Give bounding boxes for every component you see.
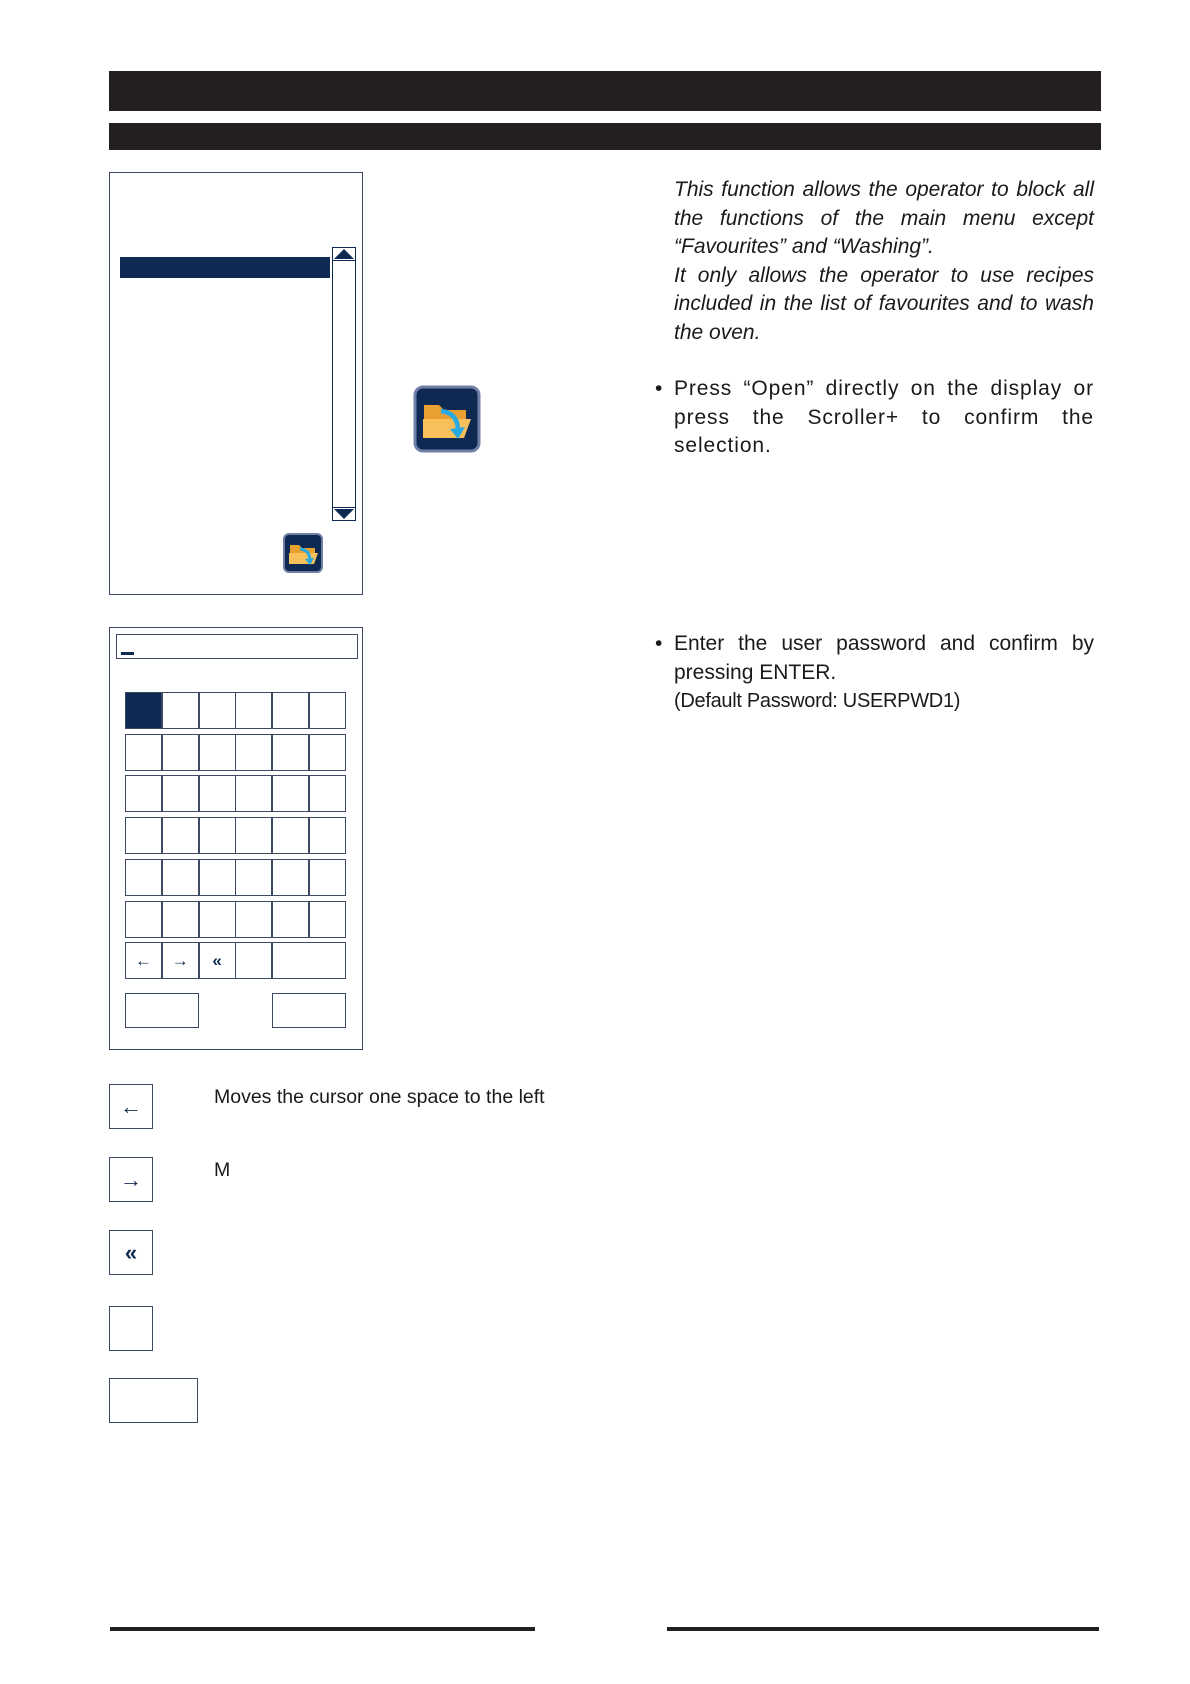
keypad-key[interactable] [199, 817, 236, 854]
keypad-key[interactable] [235, 734, 272, 771]
intro-line-2: It only allows the operator to use recipes included in the list of favourites and to wash the oven. [674, 263, 1094, 344]
bullet: • [655, 377, 664, 400]
keypad-key[interactable] [272, 692, 309, 729]
backspace-key[interactable]: « [199, 942, 236, 979]
keypad-key[interactable] [309, 859, 346, 896]
scroll-divider [333, 507, 355, 508]
keypad-key[interactable] [309, 734, 346, 771]
intro-text [674, 176, 1094, 347]
enter-key[interactable] [272, 993, 346, 1028]
keypad-key[interactable] [125, 859, 162, 896]
keypad-key[interactable] [162, 817, 199, 854]
keypad-key[interactable] [235, 859, 272, 896]
blank-key [109, 1306, 153, 1351]
keypad-key[interactable] [235, 775, 272, 812]
wide-blank-key [109, 1378, 198, 1423]
legend-text-right: M [214, 1159, 231, 1181]
keypad-key[interactable] [199, 775, 236, 812]
legend-text-left: Moves the cursor one space to the left [214, 1086, 545, 1108]
keypad-key[interactable] [199, 734, 236, 771]
keypad-key[interactable] [272, 901, 309, 938]
space-key[interactable] [235, 942, 272, 979]
double-chevron-left-icon: « [109, 1230, 153, 1275]
cursor-left-key[interactable]: ← [125, 942, 162, 979]
keypad-key[interactable] [199, 859, 236, 896]
keypad-key[interactable] [162, 859, 199, 896]
default-password-note: (Default Password: USERPWD1) [674, 690, 961, 712]
keypad-key[interactable] [199, 901, 236, 938]
subheader-bar [109, 123, 1101, 150]
keypad-key[interactable] [309, 692, 346, 729]
keypad-key[interactable] [272, 734, 309, 771]
cancel-key[interactable] [125, 993, 199, 1028]
keypad-key[interactable] [272, 817, 309, 854]
arrow-right-icon: → [109, 1157, 153, 1202]
menu-screen [109, 172, 363, 595]
keypad-key[interactable] [309, 901, 346, 938]
arrow-left-icon: ← [109, 1084, 153, 1129]
keypad-key[interactable] [199, 692, 236, 729]
step-password-text: Enter the user password and confirm by pressing ENTER. [674, 632, 1094, 684]
footer-rule-left [110, 1627, 535, 1631]
keypad-key[interactable] [309, 775, 346, 812]
cursor-right-key[interactable]: → [162, 942, 199, 979]
password-screen [109, 627, 363, 1050]
keypad-key[interactable] [162, 734, 199, 771]
keypad-key[interactable] [125, 734, 162, 771]
selected-menu-item[interactable] [120, 257, 330, 278]
footer-rule-right [667, 1627, 1099, 1631]
keypad-key[interactable] [125, 901, 162, 938]
scroll-up-arrow-icon[interactable] [334, 249, 354, 259]
keypad-key[interactable] [272, 859, 309, 896]
scroll-down-arrow-icon[interactable] [334, 509, 354, 519]
keypad-key-selected[interactable] [125, 692, 162, 729]
folder-open-icon[interactable] [283, 533, 323, 573]
keypad-key[interactable] [162, 775, 199, 812]
keypad-key[interactable] [272, 775, 309, 812]
header-bar [109, 71, 1101, 111]
intro-line-1: This function allows the operator to block all the functions of the main menu except “Favourites” and “Washing”. [674, 178, 1094, 258]
open-button-icon[interactable] [413, 385, 481, 453]
keypad-key[interactable] [235, 692, 272, 729]
keypad-key[interactable] [235, 817, 272, 854]
step-open-text: Press “Open” directly on the display or press the Scroller+ to confirm the selection. [674, 377, 1094, 457]
scroll-divider [333, 260, 355, 261]
keypad-key[interactable] [125, 817, 162, 854]
scrollbar[interactable] [332, 247, 356, 521]
step-password [655, 630, 1094, 715]
step-open [655, 375, 1094, 461]
wide-key[interactable] [272, 942, 346, 979]
keypad-key[interactable] [309, 817, 346, 854]
bullet: • [655, 632, 663, 655]
keypad-key[interactable] [235, 901, 272, 938]
keypad-key[interactable] [125, 775, 162, 812]
text-cursor [121, 652, 134, 655]
keypad-key[interactable] [162, 901, 199, 938]
keypad-key[interactable] [162, 692, 199, 729]
password-input[interactable] [116, 634, 358, 659]
